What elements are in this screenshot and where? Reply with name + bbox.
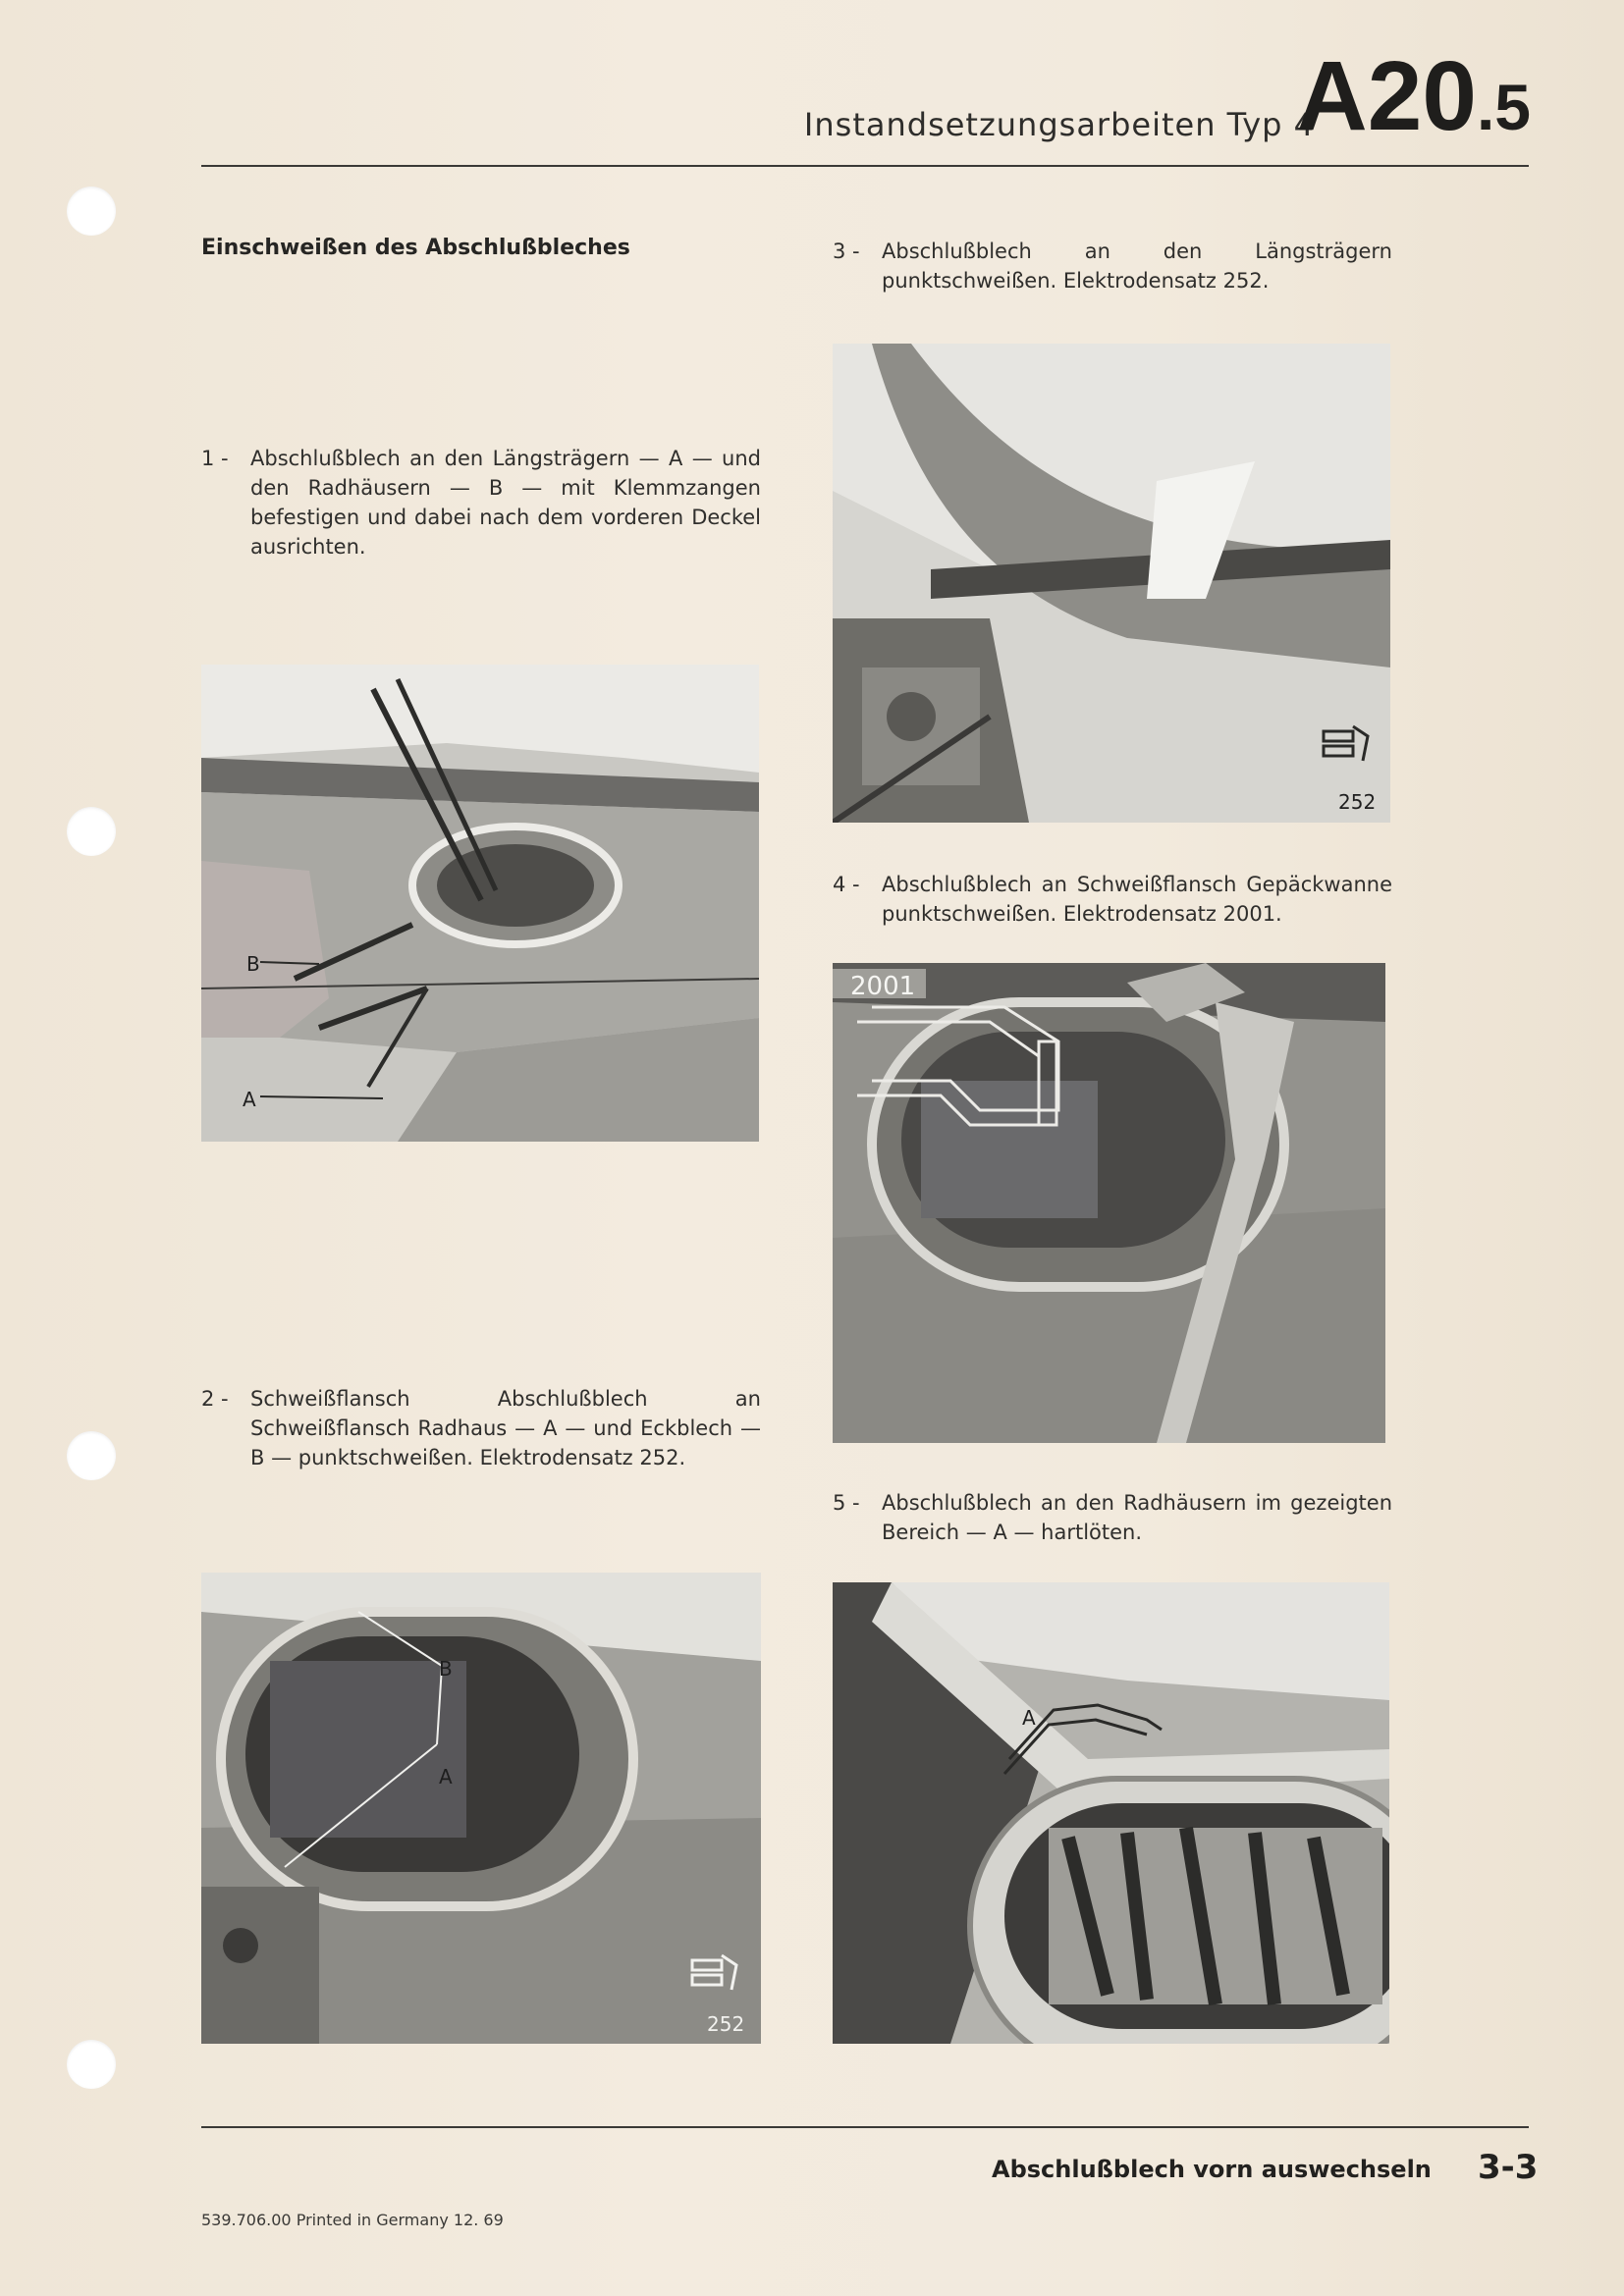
section-code-main: A20 <box>1296 41 1477 151</box>
callout-label-a: A <box>1022 1706 1036 1730</box>
photo-step-1 <box>201 665 759 1142</box>
callout-label-b: B <box>439 1657 453 1681</box>
step-number: 1 - <box>201 447 229 470</box>
electrode-set-number: 252 <box>707 2012 745 2036</box>
callout-label-a: A <box>243 1088 256 1111</box>
photo-step-4 <box>833 963 1385 1443</box>
page-number: 3-3 <box>1478 2148 1539 2187</box>
footer-rule <box>201 2126 1529 2128</box>
step-number: 4 - <box>833 873 860 896</box>
electrode-set-number: 252 <box>1338 790 1377 814</box>
step-number: 3 - <box>833 240 860 263</box>
step-number: 2 - <box>201 1387 229 1411</box>
header-rule <box>201 165 1529 167</box>
header-section-code <box>1296 41 1532 151</box>
photo-illustration <box>833 1582 1389 2044</box>
step-text: Abschlußblech an den Längsträgern — A — und den Radhäusern — B — mit Klemmzangen befestigen und dabei nach dem vorderen Deckel ausrichten. <box>250 447 761 559</box>
photo-step-3 <box>833 344 1390 823</box>
header-title: Instandsetzungsarbeiten Typ 4 <box>803 106 1315 143</box>
step-text: Abschlußblech an Schweißflansch Gepäckwanne punktschweißen. Elektrodensatz 2001. <box>882 873 1392 926</box>
photo-illustration <box>833 344 1390 823</box>
punch-hole <box>67 807 116 856</box>
photo-illustration <box>201 665 759 1142</box>
callout-label-b: B <box>246 952 260 976</box>
section-code-sub: .5 <box>1476 71 1531 143</box>
footer-title: Abschlußblech vorn auswechseln <box>992 2156 1432 2183</box>
photo-illustration <box>201 1573 761 2044</box>
punch-hole <box>67 2040 116 2089</box>
photo-illustration <box>833 963 1385 1443</box>
print-info: 539.706.00 Printed in Germany 12. 69 <box>201 2211 504 2229</box>
section-title: Einschweißen des Abschlußbleches <box>201 236 630 260</box>
step-text: Abschlußblech an den Radhäusern im gezeigten Bereich — A — hartlöten. <box>882 1491 1392 1544</box>
electrode-set-number: 2001 <box>850 972 916 1001</box>
punch-hole <box>67 187 116 236</box>
punch-hole <box>67 1431 116 1480</box>
step-text: Schweißflansch Abschlußblech an Schweißflansch Radhaus — A — und Eckblech — B — punktschweißen. Elektrodensatz 252. <box>250 1387 761 1469</box>
photo-step-2 <box>201 1573 761 2044</box>
step-text: Abschlußblech an den Längsträgern punktschweißen. Elektrodensatz 252. <box>882 240 1392 293</box>
callout-label-a: A <box>439 1765 453 1789</box>
photo-step-5 <box>833 1582 1389 2044</box>
step-number: 5 - <box>833 1491 860 1515</box>
